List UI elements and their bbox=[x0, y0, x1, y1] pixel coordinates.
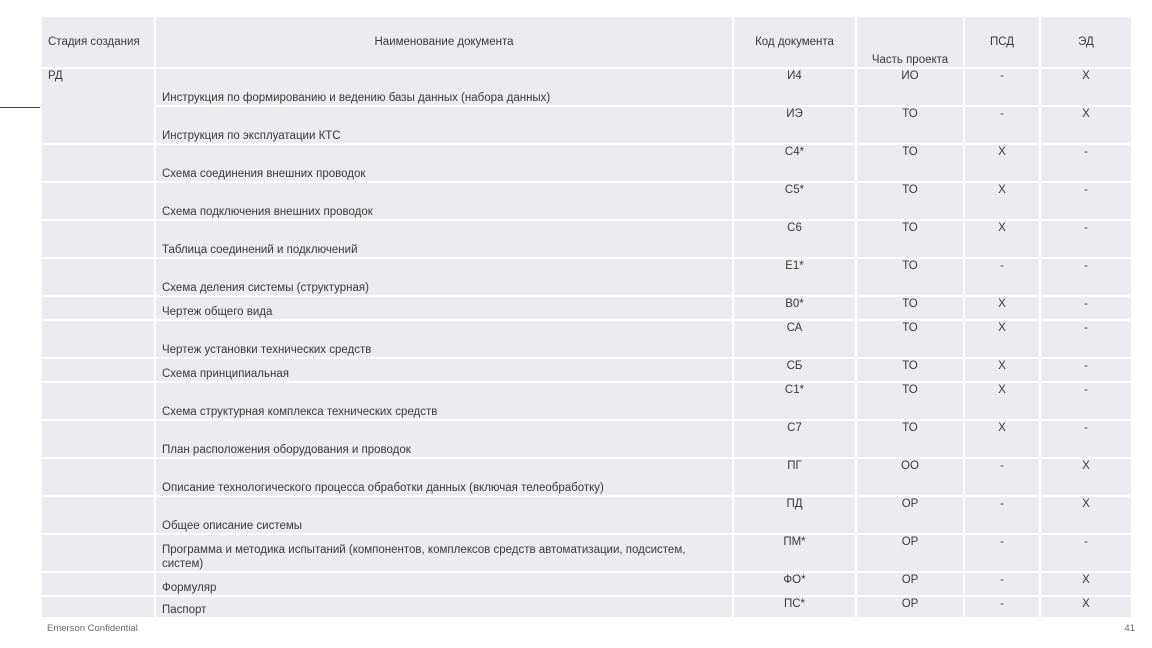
table-row bbox=[41, 220, 1132, 258]
cell-document-name: Схема структурная комплекса технических средств bbox=[155, 382, 733, 420]
cell-stage bbox=[41, 358, 155, 382]
table-row bbox=[41, 420, 1132, 458]
table-row bbox=[41, 320, 1132, 358]
cell-psd: - bbox=[964, 458, 1040, 496]
cell-project-part: ТО bbox=[856, 258, 964, 296]
cell-document-name: Инструкция по формированию и ведению базы данных (набора данных) bbox=[155, 68, 733, 106]
cell-ed: - bbox=[1040, 220, 1132, 258]
header-psd: ПСД bbox=[964, 16, 1040, 68]
header-ed: ЭД bbox=[1040, 16, 1132, 68]
cell-document-name: Программа и методика испытаний (компонентов, комплексов средств автоматизации, подсистем, систем) bbox=[155, 534, 733, 572]
cell-ed: - bbox=[1040, 258, 1132, 296]
cell-psd: - bbox=[964, 572, 1040, 596]
cell-document-name: Схема подключения внешних проводок bbox=[155, 182, 733, 220]
cell-psd: Х bbox=[964, 144, 1040, 182]
cell-ed: Х bbox=[1040, 106, 1132, 144]
cell-stage bbox=[41, 420, 155, 458]
cell-stage bbox=[41, 596, 155, 618]
document-table bbox=[40, 15, 1133, 619]
table-header-row bbox=[41, 16, 1132, 68]
footer-confidential: Emerson Confidential bbox=[47, 623, 138, 634]
cell-stage bbox=[41, 106, 155, 144]
cell-stage bbox=[41, 144, 155, 182]
cell-project-part: ТО bbox=[856, 144, 964, 182]
cell-document-name: План расположения оборудования и проводок bbox=[155, 420, 733, 458]
cell-document-name: Описание технологического процесса обработки данных (включая телеобработку) bbox=[155, 458, 733, 496]
cell-document-code: СА bbox=[733, 320, 856, 358]
table-row bbox=[41, 496, 1132, 534]
table-row bbox=[41, 258, 1132, 296]
cell-document-name: Таблица соединений и подключений bbox=[155, 220, 733, 258]
cell-stage bbox=[41, 534, 155, 572]
cell-document-name: Чертеж установки технических средств bbox=[155, 320, 733, 358]
cell-stage: РД bbox=[41, 68, 155, 106]
cell-ed: - bbox=[1040, 534, 1132, 572]
page-number: 41 bbox=[1124, 623, 1135, 634]
cell-document-code: С7 bbox=[733, 420, 856, 458]
cell-ed: - bbox=[1040, 420, 1132, 458]
cell-document-code: Е1* bbox=[733, 258, 856, 296]
cell-psd: Х bbox=[964, 220, 1040, 258]
cell-document-name: Общее описание системы bbox=[155, 496, 733, 534]
cell-document-code: ИЭ bbox=[733, 106, 856, 144]
cell-document-code: С6 bbox=[733, 220, 856, 258]
cell-document-code: ПД bbox=[733, 496, 856, 534]
cell-psd: Х bbox=[964, 320, 1040, 358]
cell-ed: Х bbox=[1040, 458, 1132, 496]
table-row bbox=[41, 358, 1132, 382]
header-name: Наименование документа bbox=[155, 16, 733, 68]
cell-document-code: СБ bbox=[733, 358, 856, 382]
cell-project-part: ТО bbox=[856, 182, 964, 220]
table-row bbox=[41, 382, 1132, 420]
cell-project-part: ТО bbox=[856, 320, 964, 358]
cell-project-part: ТО bbox=[856, 106, 964, 144]
cell-document-code: ПГ bbox=[733, 458, 856, 496]
cell-ed: Х bbox=[1040, 596, 1132, 618]
cell-project-part: ОР bbox=[856, 572, 964, 596]
cell-ed: - bbox=[1040, 144, 1132, 182]
cell-psd: - bbox=[964, 534, 1040, 572]
cell-stage bbox=[41, 496, 155, 534]
cell-psd: - bbox=[964, 106, 1040, 144]
header-stage: Стадия создания bbox=[41, 16, 155, 68]
cell-psd: Х bbox=[964, 382, 1040, 420]
cell-psd: Х bbox=[964, 358, 1040, 382]
cell-document-name: Формуляр bbox=[155, 572, 733, 596]
cell-project-part: ОР bbox=[856, 496, 964, 534]
header-part: Часть проекта bbox=[856, 16, 964, 68]
table-row bbox=[41, 106, 1132, 144]
table-row bbox=[41, 68, 1132, 106]
cell-document-code: С5* bbox=[733, 182, 856, 220]
cell-document-code: В0* bbox=[733, 296, 856, 320]
cell-psd: - bbox=[964, 496, 1040, 534]
table-row bbox=[41, 182, 1132, 220]
cell-project-part: ОР bbox=[856, 534, 964, 572]
cell-document-code: ПС* bbox=[733, 596, 856, 618]
cell-document-code: И4 bbox=[733, 68, 856, 106]
cell-project-part: ТО bbox=[856, 420, 964, 458]
cell-ed: Х bbox=[1040, 496, 1132, 534]
cell-document-name: Паспорт bbox=[155, 596, 733, 618]
cell-psd: Х bbox=[964, 420, 1040, 458]
cell-document-name: Схема соединения внешних проводок bbox=[155, 144, 733, 182]
table-row bbox=[41, 458, 1132, 496]
cell-stage bbox=[41, 296, 155, 320]
header-code: Код документа bbox=[733, 16, 856, 68]
cell-project-part: ТО bbox=[856, 382, 964, 420]
cell-document-code: С1* bbox=[733, 382, 856, 420]
cell-document-code: ПМ* bbox=[733, 534, 856, 572]
cell-stage bbox=[41, 220, 155, 258]
cell-stage bbox=[41, 182, 155, 220]
cell-document-name: Схема деления системы (структурная) bbox=[155, 258, 733, 296]
cell-project-part: ИО bbox=[856, 68, 964, 106]
cell-psd: - bbox=[964, 258, 1040, 296]
cell-stage bbox=[41, 258, 155, 296]
cell-document-name: Схема принципиальная bbox=[155, 358, 733, 382]
table-row bbox=[41, 596, 1132, 618]
cell-stage bbox=[41, 572, 155, 596]
cell-project-part: ТО bbox=[856, 358, 964, 382]
cell-ed: - bbox=[1040, 320, 1132, 358]
table-row bbox=[41, 144, 1132, 182]
cell-ed: - bbox=[1040, 296, 1132, 320]
table-row bbox=[41, 534, 1132, 572]
cell-project-part: ТО bbox=[856, 220, 964, 258]
cell-document-name: Чертеж общего вида bbox=[155, 296, 733, 320]
cell-document-name: Инструкция по эксплуатации КТС bbox=[155, 106, 733, 144]
cell-document-code: ФО* bbox=[733, 572, 856, 596]
cell-stage bbox=[41, 458, 155, 496]
cell-ed: Х bbox=[1040, 572, 1132, 596]
cell-stage bbox=[41, 382, 155, 420]
cell-ed: - bbox=[1040, 358, 1132, 382]
cell-psd: Х bbox=[964, 296, 1040, 320]
cell-ed: - bbox=[1040, 182, 1132, 220]
cell-psd: Х bbox=[964, 182, 1040, 220]
cell-stage bbox=[41, 320, 155, 358]
cell-ed: - bbox=[1040, 382, 1132, 420]
cell-psd: - bbox=[964, 68, 1040, 106]
table-row bbox=[41, 296, 1132, 320]
cell-psd: - bbox=[964, 596, 1040, 618]
cell-project-part: ОР bbox=[856, 596, 964, 618]
table-row bbox=[41, 572, 1132, 596]
cell-document-code: С4* bbox=[733, 144, 856, 182]
cell-project-part: ОО bbox=[856, 458, 964, 496]
cell-project-part: ТО bbox=[856, 296, 964, 320]
accent-line bbox=[0, 107, 40, 108]
cell-ed: Х bbox=[1040, 68, 1132, 106]
